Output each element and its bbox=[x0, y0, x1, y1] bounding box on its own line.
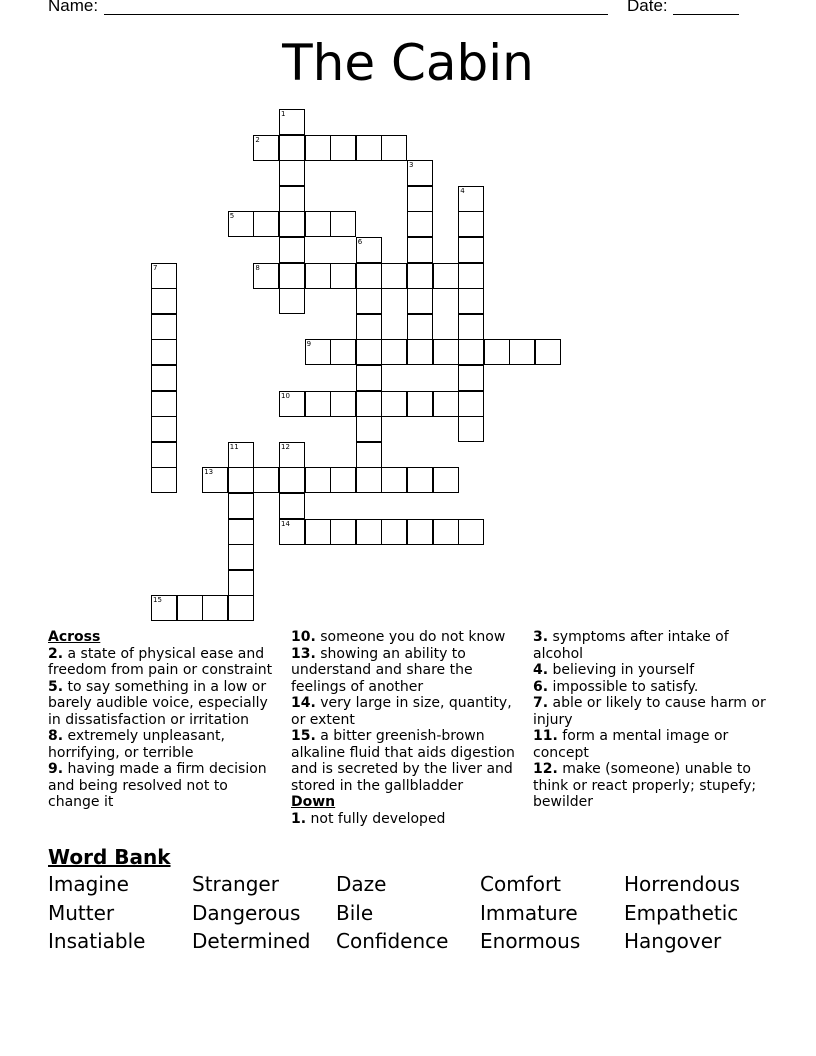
grid-cell[interactable] bbox=[151, 263, 177, 289]
grid-cell[interactable] bbox=[407, 211, 433, 237]
name-label: Name: bbox=[48, 0, 99, 15]
clue-text: showing an ability to understand and share the feelings of another bbox=[291, 645, 473, 695]
grid-cell[interactable] bbox=[330, 339, 356, 365]
word-bank-item: Mutter bbox=[48, 900, 115, 925]
clue-number: 15 bbox=[153, 596, 162, 605]
clue-text: someone you do not know bbox=[315, 629, 506, 645]
clue-number: 2. bbox=[48, 645, 64, 662]
clue-number: 15. bbox=[291, 728, 316, 744]
grid-cell[interactable] bbox=[228, 493, 254, 519]
clue-number: 5. bbox=[48, 678, 64, 695]
grid-cell[interactable] bbox=[279, 237, 305, 263]
word-bank-item: Stranger bbox=[192, 872, 279, 896]
word-bank-item: Daze bbox=[336, 872, 387, 896]
grid-cell[interactable] bbox=[356, 416, 382, 442]
clue-text: not fully developed bbox=[306, 810, 446, 827]
word-bank-item: Enormous bbox=[480, 929, 581, 953]
grid-cell[interactable] bbox=[356, 263, 382, 289]
grid-cell[interactable] bbox=[151, 314, 177, 340]
clue-number: 1. bbox=[291, 810, 307, 827]
grid-cell[interactable] bbox=[356, 237, 382, 263]
word-bank-item: Dangerous bbox=[192, 900, 301, 925]
clue-text: symptoms after intake of alcohol bbox=[533, 629, 729, 662]
grid-cell[interactable] bbox=[458, 416, 484, 442]
grid-cell[interactable] bbox=[305, 135, 331, 161]
clue-item bbox=[48, 761, 280, 811]
word-bank-item: Determined bbox=[192, 929, 311, 953]
down-heading: Down bbox=[291, 794, 336, 810]
clue-number: 7. bbox=[533, 695, 549, 711]
grid-cell[interactable] bbox=[484, 339, 510, 365]
grid-cell[interactable] bbox=[279, 493, 305, 519]
grid-cell[interactable] bbox=[228, 570, 254, 596]
grid-cell[interactable] bbox=[330, 391, 356, 417]
grid-cell[interactable] bbox=[356, 288, 382, 314]
grid-cell[interactable] bbox=[151, 339, 177, 365]
clue-item bbox=[533, 662, 773, 679]
grid-cell[interactable] bbox=[458, 519, 484, 545]
grid-cell[interactable] bbox=[356, 519, 382, 545]
word-bank-item: Empathetic bbox=[624, 900, 739, 925]
grid-cell[interactable] bbox=[433, 391, 459, 417]
clue-item bbox=[533, 728, 773, 761]
grid-cell[interactable] bbox=[228, 544, 254, 570]
clue-item bbox=[48, 728, 280, 761]
grid-cell[interactable] bbox=[458, 391, 484, 417]
clue-item bbox=[48, 679, 280, 729]
grid-cell[interactable] bbox=[433, 339, 459, 365]
grid-cell[interactable] bbox=[253, 263, 279, 289]
clue-number: 4 bbox=[460, 186, 465, 195]
grid-cell[interactable] bbox=[458, 237, 484, 263]
grid-cell[interactable] bbox=[253, 135, 279, 161]
clue-number: 7 bbox=[153, 263, 158, 272]
grid-cell[interactable] bbox=[151, 467, 177, 493]
grid-cell[interactable] bbox=[407, 186, 433, 212]
grid-cell[interactable] bbox=[407, 237, 433, 263]
grid-cell[interactable] bbox=[356, 339, 382, 365]
clue-item bbox=[48, 646, 280, 679]
grid-cell[interactable] bbox=[279, 135, 305, 161]
clue-number: 14 bbox=[281, 519, 290, 528]
grid-cell[interactable] bbox=[228, 211, 254, 237]
grid-cell[interactable] bbox=[356, 467, 382, 493]
clue-number: 14. bbox=[291, 695, 316, 711]
word-bank-item: Insatiable bbox=[48, 929, 146, 953]
grid-cell[interactable] bbox=[381, 135, 407, 161]
clue-number: 9 bbox=[306, 340, 312, 349]
grid-cell[interactable] bbox=[458, 211, 484, 237]
clue-number: 10. bbox=[291, 629, 316, 645]
date-label: Date: bbox=[627, 0, 668, 15]
grid-cell[interactable] bbox=[305, 467, 331, 493]
word-bank-item: Comfort bbox=[480, 872, 562, 896]
grid-cell[interactable] bbox=[407, 467, 433, 493]
clue-text: to say something in a low or barely audible voice, especially in dissatisfaction or irritation bbox=[48, 678, 268, 728]
grid-cell[interactable] bbox=[228, 595, 254, 621]
grid-cell[interactable] bbox=[279, 160, 305, 186]
clue-number: 1 bbox=[281, 110, 286, 118]
grid-cell[interactable] bbox=[151, 365, 177, 391]
clue-number: 11. bbox=[533, 728, 558, 744]
word-bank-item: Immature bbox=[480, 900, 578, 925]
grid-cell[interactable] bbox=[509, 339, 535, 365]
clue-number: 9. bbox=[48, 761, 64, 777]
clues-column-1 bbox=[48, 629, 280, 811]
grid-cell[interactable] bbox=[407, 519, 433, 545]
clue-number: 6. bbox=[533, 678, 549, 695]
grid-cell[interactable] bbox=[279, 211, 305, 237]
grid-cell[interactable] bbox=[279, 109, 305, 135]
grid-cell[interactable] bbox=[279, 391, 305, 417]
clue-item bbox=[291, 646, 523, 696]
grid-cell[interactable] bbox=[407, 160, 433, 186]
grid-cell[interactable] bbox=[279, 288, 305, 314]
grid-cell[interactable] bbox=[228, 519, 254, 545]
clue-item bbox=[291, 811, 523, 828]
clue-text: having made a firm decision and being resolved not to change it bbox=[48, 761, 267, 810]
grid-cell[interactable] bbox=[433, 519, 459, 545]
grid-cell[interactable] bbox=[330, 519, 356, 545]
clue-number: 4. bbox=[533, 662, 549, 678]
grid-cell[interactable] bbox=[279, 186, 305, 212]
grid-cell[interactable] bbox=[407, 339, 433, 365]
grid-cell[interactable] bbox=[407, 288, 433, 314]
grid-cell[interactable] bbox=[279, 442, 305, 468]
grid-cell[interactable] bbox=[151, 595, 177, 621]
page-title: The Cabin bbox=[282, 34, 534, 92]
clue-number: 8. bbox=[48, 728, 64, 744]
grid-cell[interactable] bbox=[356, 391, 382, 417]
grid-cell[interactable] bbox=[458, 263, 484, 289]
grid-cell[interactable] bbox=[356, 314, 382, 340]
grid-cell[interactable] bbox=[305, 391, 331, 417]
clue-item bbox=[533, 695, 773, 728]
clues-column-2 bbox=[291, 629, 523, 827]
clue-item bbox=[533, 679, 773, 696]
grid-cell[interactable] bbox=[535, 339, 561, 365]
grid-cell[interactable] bbox=[433, 263, 459, 289]
clue-number: 8 bbox=[255, 263, 260, 272]
grid-cell[interactable] bbox=[305, 263, 331, 289]
grid-cell[interactable] bbox=[356, 442, 382, 468]
grid-cell[interactable] bbox=[433, 467, 459, 493]
grid-cell[interactable] bbox=[381, 391, 407, 417]
clue-number: 6 bbox=[357, 238, 363, 246]
grid-cell[interactable] bbox=[458, 365, 484, 391]
clue-number: 10 bbox=[281, 391, 290, 400]
word-bank-item: Confidence bbox=[336, 929, 449, 953]
grid-cell[interactable] bbox=[151, 416, 177, 442]
clue-text: form a mental image or concept bbox=[533, 728, 729, 761]
grid-cell[interactable] bbox=[407, 314, 433, 340]
clue-text: extremely unpleasant, horrifying, or terrible bbox=[48, 728, 225, 761]
clue-number: 13. bbox=[291, 645, 316, 662]
grid-cell[interactable] bbox=[458, 314, 484, 340]
grid-cell[interactable] bbox=[279, 519, 305, 545]
grid-cell[interactable] bbox=[151, 391, 177, 417]
clue-text: able or likely to cause harm or injury bbox=[533, 695, 766, 728]
clue-text: a bitter greenish-brown alkaline fluid that aids digestion and is secreted by the liver and stored in the gallbladder bbox=[291, 728, 515, 794]
clue-text: very large in size, quantity, or extent bbox=[291, 695, 512, 728]
clue-number: 12. bbox=[533, 761, 558, 777]
grid-cell[interactable] bbox=[228, 442, 254, 468]
grid-cell[interactable] bbox=[381, 519, 407, 545]
grid-cell[interactable] bbox=[151, 288, 177, 314]
clue-text: impossible to satisfy. bbox=[548, 678, 699, 695]
grid-cell[interactable] bbox=[407, 391, 433, 417]
grid-cell[interactable] bbox=[279, 467, 305, 493]
grid-cell[interactable] bbox=[330, 467, 356, 493]
grid-cell[interactable] bbox=[202, 595, 228, 621]
grid-cell[interactable] bbox=[253, 211, 279, 237]
clue-number: 13 bbox=[204, 468, 214, 477]
grid-cell[interactable] bbox=[305, 211, 331, 237]
clue-number: 2 bbox=[255, 135, 260, 144]
grid-cell[interactable] bbox=[458, 339, 484, 365]
clue-item bbox=[533, 629, 773, 662]
grid-cell[interactable] bbox=[228, 467, 254, 493]
clue-item bbox=[291, 629, 523, 646]
grid-cell[interactable] bbox=[356, 365, 382, 391]
grid-cell[interactable] bbox=[330, 135, 356, 161]
word-bank-item: Bile bbox=[336, 900, 374, 925]
clue-number: 5 bbox=[229, 212, 235, 221]
clue-text: a state of physical ease and freedom from pain or constraint bbox=[48, 645, 273, 678]
grid-cell[interactable] bbox=[151, 442, 177, 468]
grid-cell[interactable] bbox=[458, 288, 484, 314]
grid-cell[interactable] bbox=[305, 339, 331, 365]
clue-item bbox=[291, 695, 523, 728]
word-bank bbox=[48, 873, 768, 953]
grid-cell[interactable] bbox=[407, 263, 433, 289]
clue-number: 12 bbox=[281, 442, 290, 451]
grid-cell[interactable] bbox=[330, 263, 356, 289]
grid-cell[interactable] bbox=[356, 135, 382, 161]
grid-cell[interactable] bbox=[202, 467, 228, 493]
clue-number: 3 bbox=[409, 161, 414, 170]
clues-column-3 bbox=[533, 629, 773, 811]
word-bank-item: Imagine bbox=[48, 872, 129, 896]
grid-cell[interactable] bbox=[458, 186, 484, 212]
grid-cell[interactable] bbox=[381, 467, 407, 493]
grid-cell[interactable] bbox=[381, 339, 407, 365]
word-bank-item: Horrendous bbox=[624, 872, 740, 896]
grid-cell[interactable] bbox=[279, 263, 305, 289]
clue-text: make (someone) unable to think or react properly; stupefy; bewilder bbox=[533, 761, 757, 810]
grid-cell[interactable] bbox=[381, 263, 407, 289]
grid-cell[interactable] bbox=[330, 211, 356, 237]
grid-cell[interactable] bbox=[253, 467, 279, 493]
clue-number: 11 bbox=[229, 442, 239, 451]
grid-cell[interactable] bbox=[177, 595, 203, 621]
clue-item bbox=[533, 761, 773, 811]
word-bank-item: Hangover bbox=[624, 929, 722, 953]
clue-number: 3. bbox=[533, 629, 549, 645]
across-heading: Across bbox=[48, 629, 101, 645]
clue-text: believing in yourself bbox=[548, 662, 695, 678]
grid-cell[interactable] bbox=[305, 519, 331, 545]
word-bank-title: Word Bank bbox=[48, 845, 171, 869]
clue-item bbox=[291, 728, 523, 794]
